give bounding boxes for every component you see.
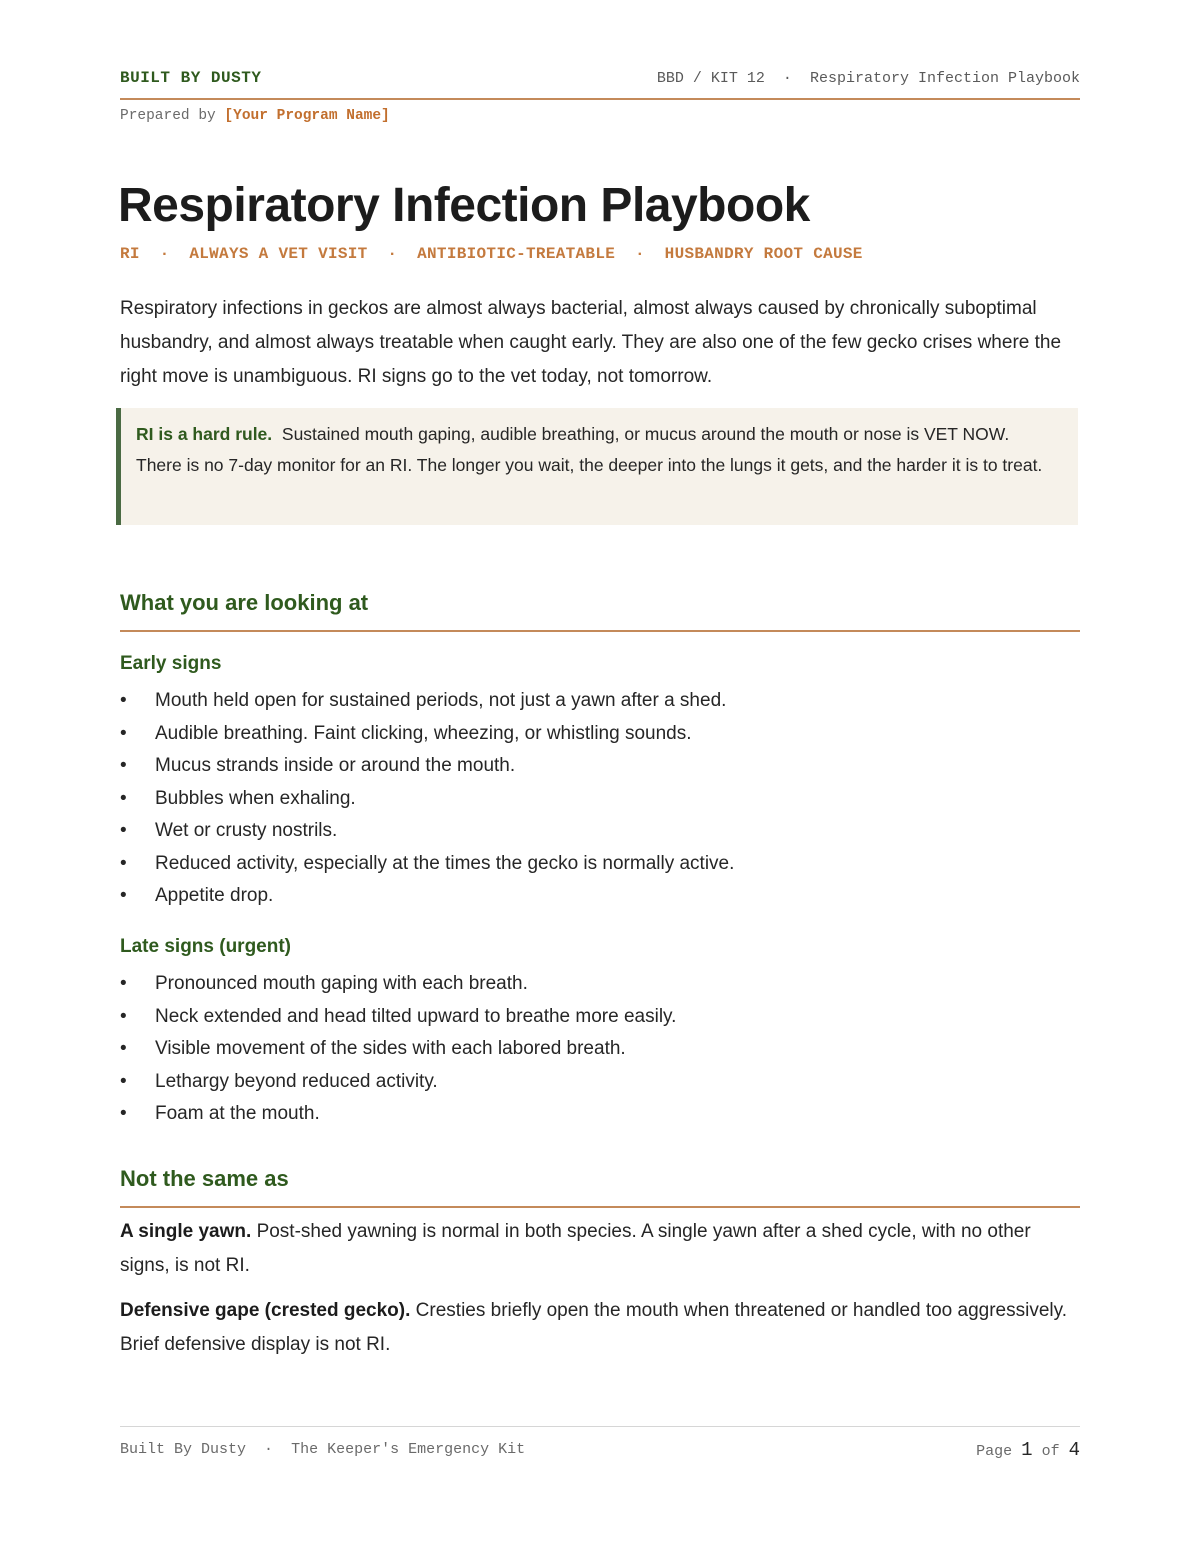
list-item: • Mucus strands inside or around the mouth.	[120, 751, 1060, 784]
intro-paragraph: Respiratory infections in geckos are almost always bacterial, almost always caused by chronically suboptimal husbandry, and almost always treatable when caught early. They are also one of the few gecko crises where the right move is unambiguous. RI signs go to the vet today, not tomorrow.	[120, 298, 1062, 387]
footer-separator: ·	[264, 1441, 274, 1458]
term-description: Cresties briefly open the mouth when threatened or handled too aggressively. Brief defensive display is not RI.	[120, 1300, 1067, 1355]
page-number: Page 1 of 4	[976, 1439, 1080, 1461]
footer-left	[120, 1441, 525, 1458]
section-heading-text: Not the same as	[120, 1166, 289, 1191]
footer-kit-name: The Keeper's Emergency Kit	[291, 1441, 526, 1458]
list-item: • Pronounced mouth gaping with each breath.	[120, 969, 1060, 1002]
tag-line	[120, 245, 863, 263]
bullet-icon: •	[120, 820, 127, 841]
page-footer	[120, 1426, 1080, 1467]
header-doc-title: Respiratory Infection Playbook	[809, 70, 1080, 87]
bullet-icon: •	[120, 1103, 127, 1124]
term: Defensive gape (crested gecko).	[120, 1300, 411, 1321]
header-doc-info	[657, 70, 1080, 87]
list-item: • Audible breathing. Faint clicking, wheezing, or whistling sounds.	[120, 719, 1060, 752]
brand-name: BUILT BY DUSTY	[120, 69, 262, 87]
bullet-icon: •	[120, 755, 127, 776]
prepared-by-label: Prepared by	[120, 108, 216, 124]
bullet-icon: •	[120, 852, 127, 874]
list-item: • Neck extended and head tilted upward to breathe more easily.	[120, 1002, 1060, 1035]
tag: RI	[120, 245, 140, 263]
program-name-placeholder: [Your Program Name]	[224, 108, 390, 124]
callout-lead: RI is a hard rule.	[136, 424, 273, 444]
running-header	[120, 66, 1080, 100]
page-total: 4	[1068, 1439, 1080, 1461]
tag: HUSBANDRY ROOT CAUSE	[664, 245, 863, 263]
list-item: • Reduced activity, especially at the times the gecko is normally active.	[120, 849, 1060, 882]
page-current: 1	[1021, 1439, 1033, 1461]
term: A single yawn.	[120, 1221, 252, 1242]
early-signs-heading: Early signs	[120, 653, 222, 674]
late-signs-heading: Late signs (urgent)	[120, 936, 292, 957]
callout-text: Sustained mouth gaping, audible breathing, or mucus around the mouth or nose is VET NOW. There is no 7-day monitor for an RI. The longer you wait, the deeper into the lungs it gets, and the harder it is to treat.	[136, 424, 1043, 475]
late-signs-list	[120, 969, 1060, 1132]
tag-separator: ·	[387, 245, 398, 263]
header-separator: ·	[782, 70, 792, 87]
bullet-icon: •	[120, 973, 127, 994]
not-same-item-defensive-gape	[120, 1294, 1075, 1362]
hard-rule-callout	[116, 408, 1078, 525]
section-heading-looking-at	[120, 590, 1080, 632]
section-heading-text: What you are looking at	[120, 590, 369, 615]
bullet-icon: •	[120, 722, 127, 744]
bullet-icon: •	[120, 885, 127, 906]
footer-brand: Built By Dusty	[120, 1441, 247, 1458]
section-heading-not-same	[120, 1166, 1080, 1208]
list-item: • Lethargy beyond reduced activity.	[120, 1067, 1060, 1100]
bullet-icon: •	[120, 787, 127, 809]
early-signs-list	[120, 686, 1060, 914]
bullet-icon: •	[120, 1038, 127, 1059]
prepared-by-line	[120, 108, 390, 124]
list-item: • Mouth held open for sustained periods, not just a yawn after a shed.	[120, 686, 1060, 719]
not-same-item-yawn	[120, 1215, 1075, 1283]
kit-code: BBD / KIT 12	[656, 70, 765, 87]
bullet-icon: •	[120, 1070, 127, 1092]
list-item: • Visible movement of the sides with each labored breath.	[120, 1034, 1060, 1067]
tag-separator: ·	[634, 245, 645, 263]
tag: ALWAYS A VET VISIT	[189, 245, 368, 263]
list-item: • Foam at the mouth.	[120, 1099, 1060, 1132]
bullet-icon: •	[120, 690, 127, 711]
tag-separator: ·	[159, 245, 170, 263]
page-title: Respiratory Infection Playbook	[118, 179, 810, 232]
bullet-icon: •	[120, 1005, 127, 1027]
list-item: • Bubbles when exhaling.	[120, 784, 1060, 817]
list-item: • Appetite drop.	[120, 881, 1060, 914]
list-item: • Wet or crusty nostrils.	[120, 816, 1060, 849]
term-description: Post-shed yawning is normal in both species. A single yawn after a shed cycle, with no other signs, is not RI.	[120, 1221, 1031, 1276]
tag: ANTIBIOTIC-TREATABLE	[417, 245, 616, 263]
